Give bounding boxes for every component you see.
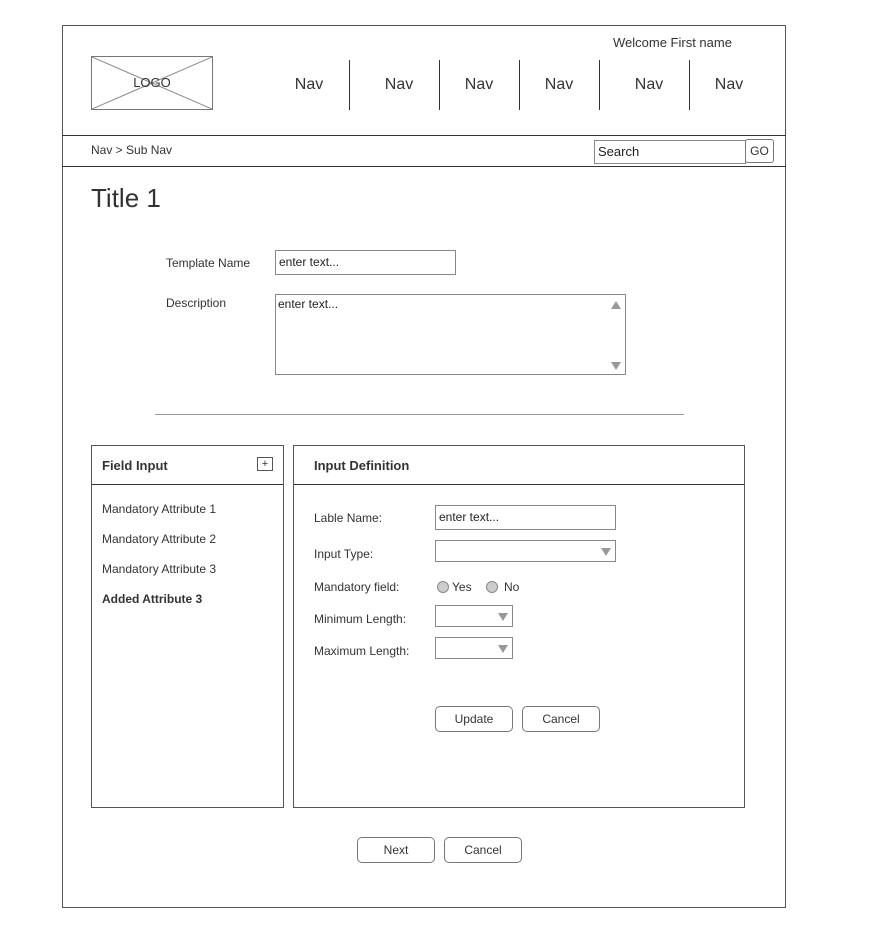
- template-name-label: Template Name: [166, 256, 251, 270]
- mandatory-field-label: Mandatory field:: [314, 580, 400, 594]
- nav-item-4[interactable]: Nav: [544, 76, 574, 93]
- description-label: Description: [166, 296, 227, 310]
- list-item[interactable]: Mandatory Attribute 2: [102, 532, 217, 546]
- next-button[interactable]: Next: [357, 837, 435, 863]
- description-value: enter text...: [278, 297, 339, 311]
- welcome-text: Welcome First name: [613, 35, 732, 50]
- definition-cancel-button[interactable]: Cancel: [522, 706, 600, 732]
- no-label: No: [504, 580, 520, 594]
- page-title: Title 1: [91, 183, 161, 213]
- nav-item-2[interactable]: Nav: [384, 76, 414, 93]
- description-textarea[interactable]: [275, 294, 626, 375]
- field-input-panel: [91, 445, 284, 808]
- add-attribute-button[interactable]: +: [257, 457, 273, 471]
- nav-item-3[interactable]: Nav: [464, 76, 494, 93]
- template-name-input[interactable]: enter text...: [275, 250, 456, 275]
- form-divider: [155, 414, 684, 415]
- go-button[interactable]: GO: [745, 139, 774, 163]
- yes-label: Yes: [452, 580, 472, 594]
- header-divider: [62, 135, 786, 136]
- no-radio[interactable]: [486, 581, 498, 593]
- input-type-select[interactable]: [435, 540, 616, 562]
- nav-item-1[interactable]: Nav: [294, 76, 324, 93]
- list-item[interactable]: Mandatory Attribute 3: [102, 562, 217, 576]
- max-length-label: Maximum Length:: [314, 644, 410, 658]
- nav-divider: [689, 60, 690, 110]
- list-item[interactable]: Mandatory Attribute 1: [102, 502, 217, 516]
- yes-radio[interactable]: [437, 581, 449, 593]
- nav-divider: [519, 60, 520, 110]
- breadcrumb[interactable]: Nav > Sub Nav: [91, 143, 173, 157]
- nav-divider: [349, 60, 350, 110]
- input-definition-divider: [294, 484, 744, 485]
- subbar-divider: [62, 166, 786, 167]
- scroll-down-icon[interactable]: [611, 362, 621, 370]
- chevron-down-icon: [498, 613, 508, 621]
- list-item-selected[interactable]: Added Attribute 3: [102, 592, 203, 606]
- max-length-select[interactable]: [435, 637, 513, 659]
- min-length-label: Minimum Length:: [314, 612, 407, 626]
- chevron-down-icon: [601, 548, 611, 556]
- input-type-label: Input Type:: [314, 547, 374, 561]
- logo-text: LOGO: [133, 75, 171, 90]
- nav-item-5[interactable]: Nav: [634, 76, 664, 93]
- min-length-select[interactable]: [435, 605, 513, 627]
- field-input-divider: [92, 484, 283, 485]
- input-definition-title: Input Definition: [314, 458, 410, 473]
- label-name-label: Lable Name:: [314, 511, 383, 525]
- nav-divider: [439, 60, 440, 110]
- nav-divider: [599, 60, 600, 110]
- description-scrollbar[interactable]: [608, 296, 624, 373]
- field-input-title: Field Input: [102, 458, 168, 473]
- label-name-input[interactable]: enter text...: [435, 505, 616, 530]
- cancel-button[interactable]: Cancel: [444, 837, 522, 863]
- logo: [91, 56, 213, 110]
- nav-item-6[interactable]: Nav: [714, 76, 744, 93]
- scroll-up-icon[interactable]: [611, 301, 621, 309]
- update-button[interactable]: Update: [435, 706, 513, 732]
- chevron-down-icon: [498, 645, 508, 653]
- search-input[interactable]: Search: [594, 140, 746, 164]
- input-definition-panel: [293, 445, 745, 808]
